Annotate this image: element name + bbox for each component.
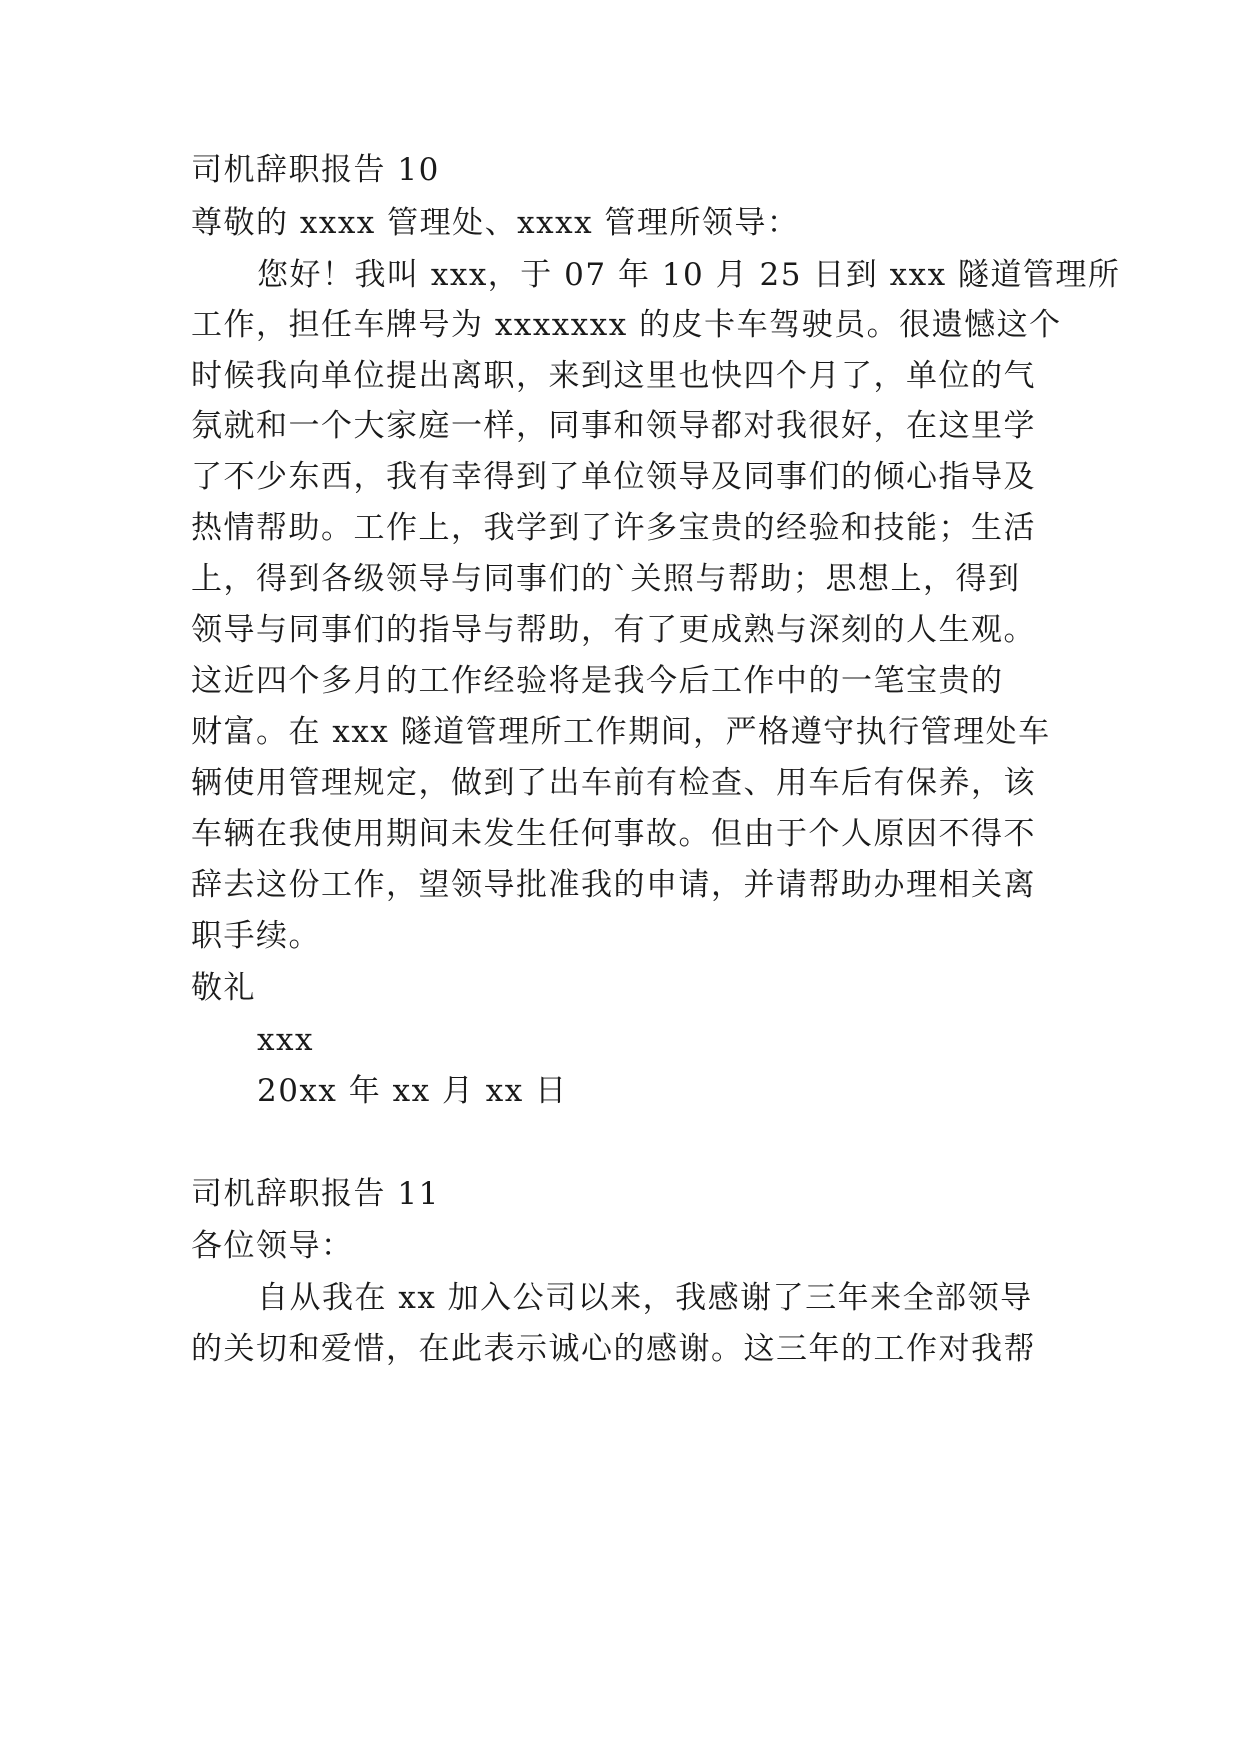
- report10-body-line: 了不少东西，我有幸得到了单位领导及同事们的倾心指导及: [191, 459, 1036, 495]
- report11-body-line: 自从我在 xx 加入公司以来，我感谢了三年来全部领导: [257, 1280, 1033, 1316]
- report10-body-line: 工作，担任车牌号为 xxxxxxx 的皮卡车驾驶员。很遗憾这个: [191, 307, 1062, 343]
- report10-body-line: 财富。在 xxx 隧道管理所工作期间，严格遵守执行管理处车: [191, 714, 1051, 750]
- report10-body-line: 时候我向单位提出离职，来到这里也快四个月了，单位的气: [191, 358, 1036, 394]
- report10-body-line: 领导与同事们的指导与帮助，有了更成熟与深刻的人生观。: [191, 612, 1036, 648]
- report10-body-line: 辞去这份工作，望领导批准我的申请，并请帮助办理相关离: [191, 867, 1036, 903]
- report10-body-line: 氛就和一个大家庭一样，同事和领导都对我很好，在这里学: [191, 408, 1036, 444]
- report10-title: 司机辞职报告 10: [191, 152, 440, 188]
- report10-body-line: 您好！我叫 xxx，于 07 年 10 月 25 日到 xxx 隧道管理所: [257, 257, 1121, 293]
- report10-body-line: 辆使用管理规定，做到了出车前有检查、用车后有保养，该: [191, 765, 1036, 801]
- report10-salutation: 尊敬的 xxxx 管理处、xxxx 管理所领导：: [191, 205, 800, 241]
- report10-closing: 敬礼: [191, 970, 256, 1006]
- report11-title: 司机辞职报告 11: [191, 1176, 440, 1212]
- report11-body-line: 的关切和爱惜，在此表示诚心的感谢。这三年的工作对我帮: [191, 1331, 1036, 1367]
- report10-body-line: 车辆在我使用期间未发生任何事故。但由于个人原因不得不: [191, 816, 1036, 852]
- report10-body-line: 这近四个多月的工作经验将是我今后工作中的一笔宝贵的: [191, 663, 1004, 699]
- report10-signature: xxx: [257, 1022, 314, 1058]
- report10-date: 20xx 年 xx 月 xx 日: [257, 1073, 568, 1109]
- report10-body-line: 职手续。: [191, 918, 321, 954]
- report10-body-line: 上，得到各级领导与同事们的`关照与帮助；思想上，得到: [191, 561, 1021, 597]
- report11-salutation: 各位领导：: [191, 1228, 354, 1264]
- report10-body-line: 热情帮助。工作上，我学到了许多宝贵的经验和技能；生活: [191, 510, 1036, 546]
